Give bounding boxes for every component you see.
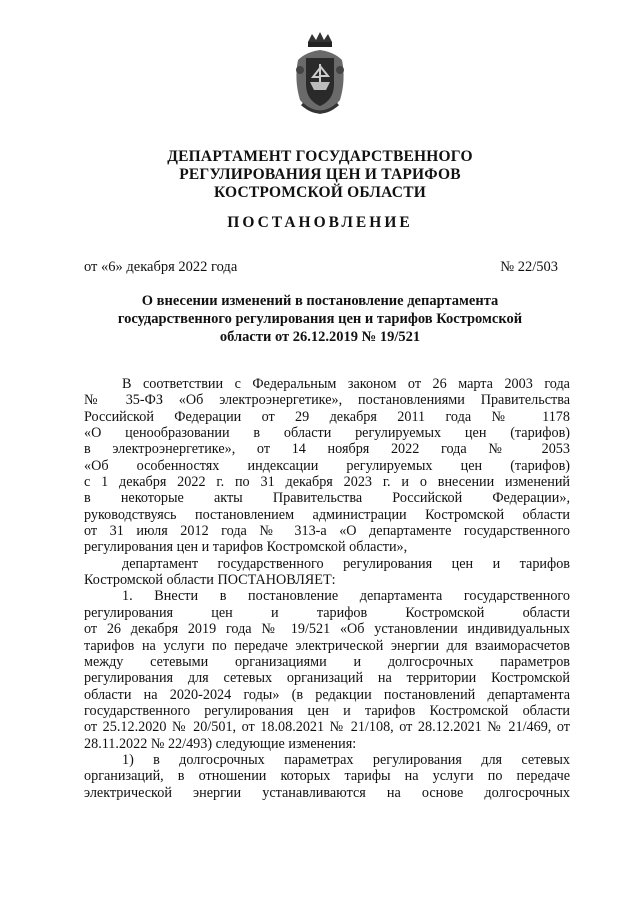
- body-line: области на 2020-2024 годы» (в редакции постановлений департамента: [84, 686, 570, 703]
- body-line: регулирования цен и тарифов Костромской области: [84, 604, 570, 621]
- body-line: № 35-ФЗ «Об электроэнергетике», постановлениями Правительства: [84, 392, 570, 409]
- body-line: от 25.12.2020 № 20/501, от 18.08.2021 № 21/108, от 28.12.2021 № 21/469, от: [84, 719, 570, 736]
- body-line: тарифов на услуги по передаче электрической энергии для взаиморасчетов: [84, 637, 570, 654]
- body-line: департамент государственного регулирования цен и тарифов: [122, 555, 570, 572]
- body-line: электрической энергии устанавливаются на основе долгосрочных: [84, 784, 570, 801]
- body-line: «О ценообразовании в области регулируемых цен (тарифов): [84, 425, 570, 442]
- body-line: от 31 июля 2012 года № 313-а «О департаменте государственного: [84, 523, 570, 540]
- body-line: в некоторые акты Правительства Российской Федерации»,: [84, 490, 570, 507]
- body-line: руководствуясь постановлением администрации Костромской области: [84, 506, 570, 523]
- subject-line: О внесении изменений в постановление департамента: [141, 293, 499, 309]
- document-type: ПОСТАНОВЛЕНИЕ: [227, 214, 413, 231]
- body-line: в электроэнергетике», от 14 ноября 2022 года № 2053: [84, 441, 570, 458]
- body-line: регулирования для сетевых организаций на территории Костромской: [84, 670, 570, 687]
- body-line: между сетевыми организациями и долгосрочных параметров: [84, 653, 570, 670]
- body-line: от 26 декабря 2019 года № 19/521 «Об установлении индивидуальных: [84, 621, 570, 638]
- body-line: 1) в долгосрочных параметрах регулирования для сетевых: [122, 751, 570, 768]
- body-line: 28.11.2022 № 22/493) следующие изменения:: [84, 735, 357, 752]
- department-line: ДЕПАРТАМЕНТ ГОСУДАРСТВЕННОГО: [167, 148, 473, 165]
- document-date: от «6» декабря 2022 года: [84, 259, 238, 275]
- department-name: [0, 148, 640, 202]
- document-subject: [0, 292, 640, 346]
- subject-line: области от 26.12.2019 № 19/521: [219, 329, 421, 345]
- body-line: «Об особенностях индексации регулируемых цен (тарифов): [84, 457, 570, 474]
- subject-line: государственного регулирования цен и тарифов Костромской: [117, 311, 523, 327]
- body-line: регулирования цен и тарифов Костромской области»,: [84, 539, 408, 556]
- coat-of-arms-emblem: [290, 30, 350, 118]
- department-line: РЕГУЛИРОВАНИЯ ЦЕН И ТАРИФОВ: [179, 166, 461, 183]
- document-number: № 22/503: [500, 259, 558, 275]
- document-body: [84, 376, 570, 801]
- body-line: с 1 декабря 2022 г. по 31 декабря 2023 г. и о внесении изменений: [84, 474, 570, 491]
- department-line: КОСТРОМСКОЙ ОБЛАСТИ: [213, 184, 426, 201]
- body-line: Российской Федерации от 29 декабря 2011 года № 1178: [84, 408, 570, 425]
- body-line: Костромской области ПОСТАНОВЛЯЕТ:: [84, 572, 336, 589]
- body-line: государственного регулирования цен и тарифов Костромской области: [84, 702, 570, 719]
- body-line: организаций, в отношении которых тарифы на услуги по передаче: [84, 768, 570, 785]
- body-line: 1. Внести в постановление департамента государственного: [122, 588, 570, 605]
- body-line: В соответствии с Федеральным законом от 26 марта 2003 года: [122, 376, 570, 392]
